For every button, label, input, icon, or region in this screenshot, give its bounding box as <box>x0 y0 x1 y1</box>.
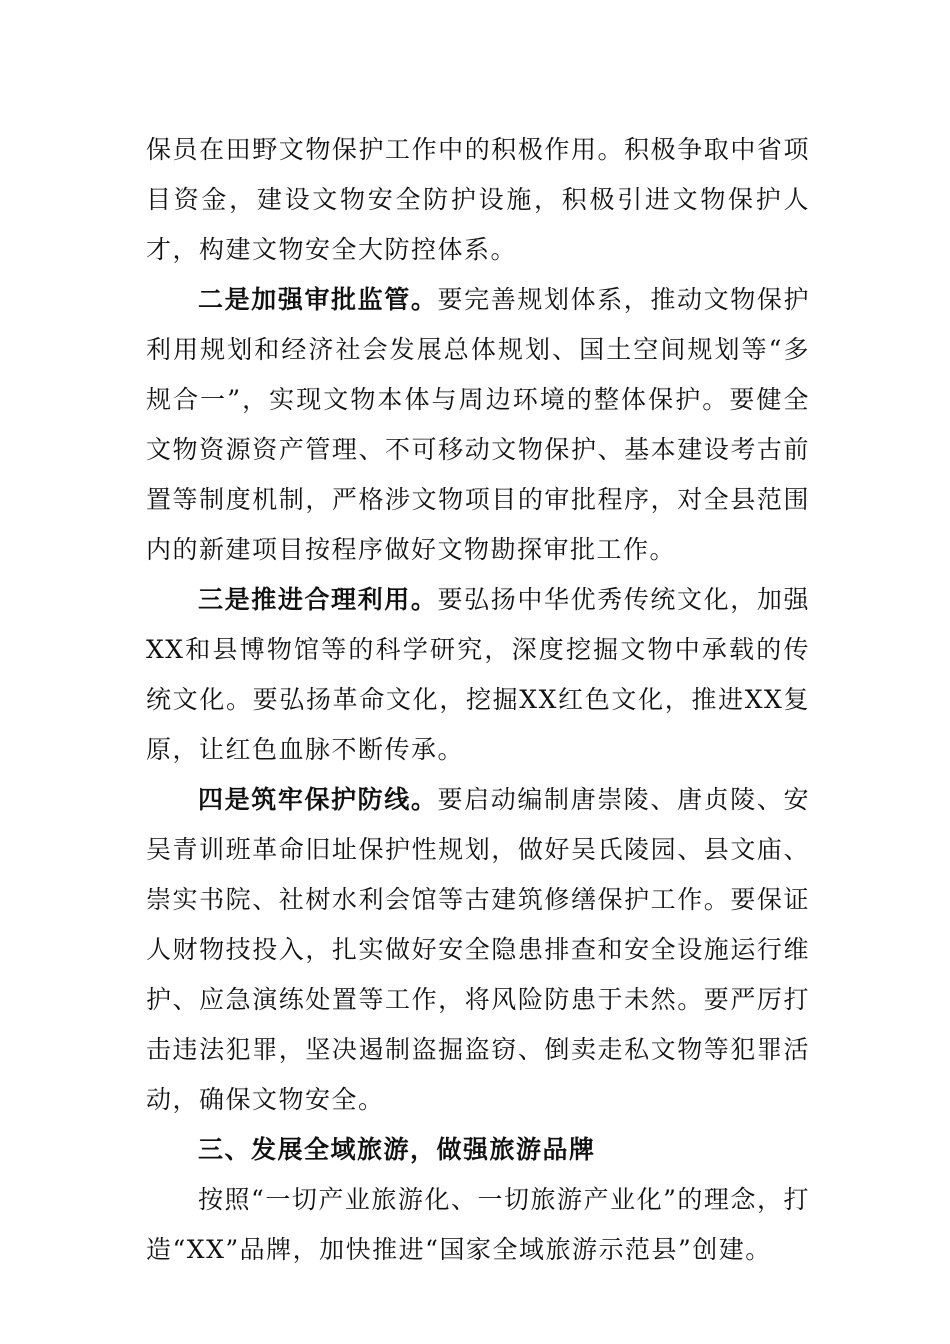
paragraph-text: 要完善规划体系，推动文物保护利用规划和经济社会发展总体规划、国土空间规划等“多规合一”，实现文物本体与周边环境的整体保护。要健全文物资源资产管理、不可移动文物保护、基本建设考古前置等制度机制，严格涉文物项目的审批程序，对全县范围内的新建项目按程序做好文物勘探审批工作。 <box>146 285 810 564</box>
paragraph-text: 按照“一切产业旅游化、一切旅游产业化”的理念，打造“XX”品牌，加快推进“国家全域旅游示范县”创建。 <box>146 1185 810 1264</box>
paragraph-text: 要启动编制唐崇陵、唐贞陵、安吴青训班革命旧址保护性规划，做好吴氏陵园、县文庙、崇实书院、社树水利会馆等古建筑修缮保护工作。要保证人财物技投入，扎实做好安全隐患排查和安全设施运行维护、应急演练处置等工作，将风险防患于未然。要严厉打击违法犯罪，坚决遏制盗掘盗窃、倒卖走私文物等犯罪活动，确保文物安全。 <box>146 785 810 1114</box>
paragraph-text: 要弘扬中华优秀传统文化，加强XX和县博物馆等的科学研究，深度挖掘文物中承载的传统文化。要弘扬革命文化，挖掘XX红色文化，推进XX复原，让红色血脉不断传承。 <box>146 585 810 764</box>
paragraph-tourism <box>146 1175 810 1275</box>
paragraph-lead: 三是推进合理利用。 <box>198 585 438 614</box>
paragraph-approval-supervision <box>146 275 810 575</box>
paragraph-rational-use <box>146 575 810 775</box>
paragraph-lead: 二是加强审批监管。 <box>198 285 438 314</box>
paragraph-continued <box>146 125 810 275</box>
paragraph-lead: 四是筑牢保护防线。 <box>198 785 438 814</box>
document-body <box>146 125 810 1275</box>
paragraph-text: 保员在田野文物保护工作中的积极作用。积极争取中省项目资金，建设文物安全防护设施，积极引进文物保护人才，构建文物安全大防控体系。 <box>146 135 810 264</box>
paragraph-protection-defense <box>146 775 810 1125</box>
section-heading: 三、发展全域旅游，做强旅游品牌 <box>198 1135 596 1164</box>
